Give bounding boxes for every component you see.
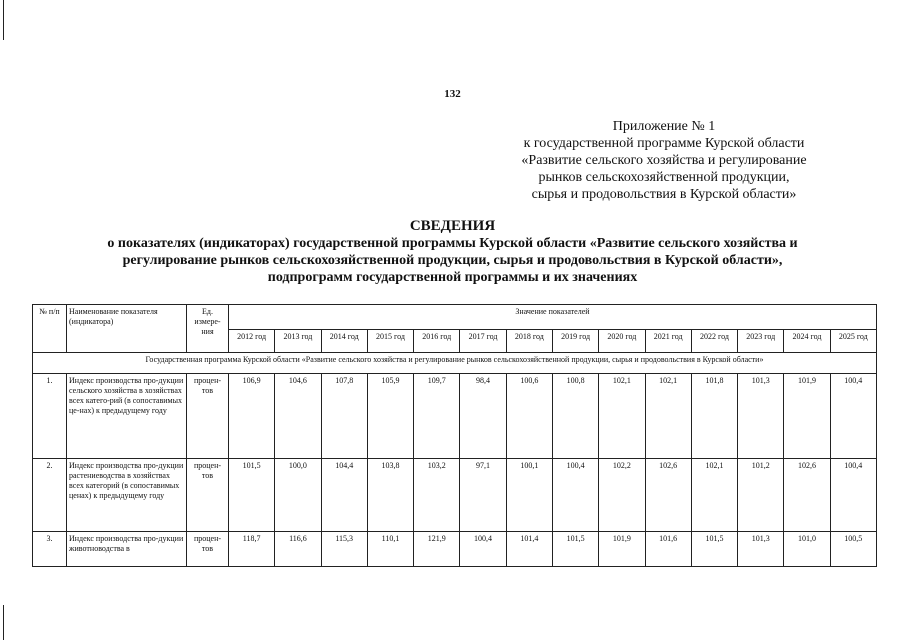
indicator-value: 115,3 bbox=[321, 532, 367, 567]
indicator-value: 101,8 bbox=[691, 374, 737, 459]
indicator-value: 100,8 bbox=[552, 374, 598, 459]
indicator-value: 100,1 bbox=[506, 459, 552, 532]
indicator-value: 110,1 bbox=[367, 532, 413, 567]
appendix-block bbox=[490, 118, 838, 203]
header-values: Значение показателей bbox=[229, 305, 877, 330]
indicator-value: 100,6 bbox=[506, 374, 552, 459]
heading-line: регулирование рынков сельскохозяйственной продукции, сырья и продовольствия в Курской области», bbox=[122, 253, 783, 268]
indicator-value: 102,6 bbox=[645, 459, 691, 532]
indicator-value: 100,4 bbox=[830, 459, 876, 532]
indicator-value: 102,1 bbox=[691, 459, 737, 532]
appendix-line: к государственной программе Курской области bbox=[523, 136, 805, 151]
header-year: 2021 год bbox=[645, 330, 691, 353]
indicator-value: 102,6 bbox=[784, 459, 830, 532]
heading-line: о показателях (индикаторах) государственной программы Курской области «Развитие сельского хозяйства и bbox=[107, 236, 798, 251]
indicators-table bbox=[32, 304, 877, 567]
header-year: 2013 год bbox=[275, 330, 321, 353]
appendix-line: рынков сельскохозяйственной продукции, bbox=[538, 170, 790, 185]
appendix-line: сырья и продовольствия в Курской области» bbox=[531, 187, 797, 202]
indicator-value: 100,0 bbox=[275, 459, 321, 532]
indicator-value: 101,2 bbox=[738, 459, 784, 532]
page-number: 132 bbox=[444, 88, 461, 100]
indicator-value: 101,3 bbox=[738, 374, 784, 459]
appendix-line: Приложение № 1 bbox=[612, 119, 716, 134]
indicator-value: 102,2 bbox=[599, 459, 645, 532]
header-indicator-name: Наименование показателя (индикатора) bbox=[67, 305, 187, 353]
indicator-name: Индекс производства про-дукции растениеводства в хозяйствах всех категорий (в сопоставимых ценах) к предыдущему году bbox=[67, 459, 187, 532]
indicator-value: 101,9 bbox=[599, 532, 645, 567]
header-year: 2016 год bbox=[414, 330, 460, 353]
indicator-value: 105,9 bbox=[367, 374, 413, 459]
indicator-value: 101,9 bbox=[784, 374, 830, 459]
table-row bbox=[33, 459, 877, 532]
header-year: 2023 год bbox=[738, 330, 784, 353]
indicator-name: Индекс производства про-дукции сельского хозяйства в хозяйствах всех катего-рий (в сопоставимых це-нах) к предыдущему году bbox=[67, 374, 187, 459]
indicator-value: 98,4 bbox=[460, 374, 506, 459]
indicator-value: 101,5 bbox=[552, 532, 598, 567]
header-year: 2024 год bbox=[784, 330, 830, 353]
header-year: 2018 год bbox=[506, 330, 552, 353]
indicator-value: 101,3 bbox=[738, 532, 784, 567]
indicator-value: 106,9 bbox=[229, 374, 275, 459]
document-heading bbox=[0, 217, 905, 286]
indicator-value: 103,2 bbox=[414, 459, 460, 532]
heading-title: СВЕДЕНИЯ bbox=[409, 218, 496, 234]
header-year: 2022 год bbox=[691, 330, 737, 353]
header-number: № п/п bbox=[33, 305, 67, 353]
scan-edge-mark-top bbox=[3, 0, 4, 40]
row-number: 3. bbox=[33, 532, 67, 567]
scan-edge-mark-bottom bbox=[3, 605, 4, 640]
header-unit: Ед. измере-ния bbox=[187, 305, 229, 353]
header-year: 2014 год bbox=[321, 330, 367, 353]
header-year: 2020 год bbox=[599, 330, 645, 353]
indicator-value: 107,8 bbox=[321, 374, 367, 459]
indicator-value: 104,6 bbox=[275, 374, 321, 459]
indicator-value: 101,0 bbox=[784, 532, 830, 567]
indicator-value: 101,5 bbox=[229, 459, 275, 532]
row-number: 2. bbox=[33, 459, 67, 532]
indicator-value: 104,4 bbox=[321, 459, 367, 532]
heading-line: подпрограмм государственной программы и их значениях bbox=[267, 270, 638, 285]
indicator-value: 101,5 bbox=[691, 532, 737, 567]
header-year: 2025 год bbox=[830, 330, 876, 353]
indicator-value: 109,7 bbox=[414, 374, 460, 459]
header-year: 2015 год bbox=[367, 330, 413, 353]
indicator-value: 100,4 bbox=[830, 374, 876, 459]
indicator-value: 118,7 bbox=[229, 532, 275, 567]
indicator-value: 100,5 bbox=[830, 532, 876, 567]
row-number: 1. bbox=[33, 374, 67, 459]
section-title: Государственная программа Курской области «Развитие сельского хозяйства и регулирование рынков сельскохозяйственной продукции, сырья и продовольствия в Курской области» bbox=[33, 353, 877, 374]
header-year: 2019 год bbox=[552, 330, 598, 353]
indicator-unit: процен-тов bbox=[187, 532, 229, 567]
table-row bbox=[33, 532, 877, 567]
indicator-value: 101,6 bbox=[645, 532, 691, 567]
indicator-value: 97,1 bbox=[460, 459, 506, 532]
appendix-line: «Развитие сельского хозяйства и регулирование bbox=[521, 153, 807, 168]
indicator-value: 121,9 bbox=[414, 532, 460, 567]
table-header bbox=[33, 305, 877, 353]
header-year: 2012 год bbox=[229, 330, 275, 353]
indicator-value: 100,4 bbox=[460, 532, 506, 567]
indicator-value: 101,4 bbox=[506, 532, 552, 567]
indicator-value: 100,4 bbox=[552, 459, 598, 532]
table-row bbox=[33, 374, 877, 459]
indicator-value: 103,8 bbox=[367, 459, 413, 532]
indicator-value: 102,1 bbox=[645, 374, 691, 459]
indicator-name: Индекс производства про-дукции животноводства в bbox=[67, 532, 187, 567]
indicator-value: 116,6 bbox=[275, 532, 321, 567]
indicator-unit: процен-тов bbox=[187, 459, 229, 532]
header-year: 2017 год bbox=[460, 330, 506, 353]
indicator-unit: процен-тов bbox=[187, 374, 229, 459]
indicator-value: 102,1 bbox=[599, 374, 645, 459]
